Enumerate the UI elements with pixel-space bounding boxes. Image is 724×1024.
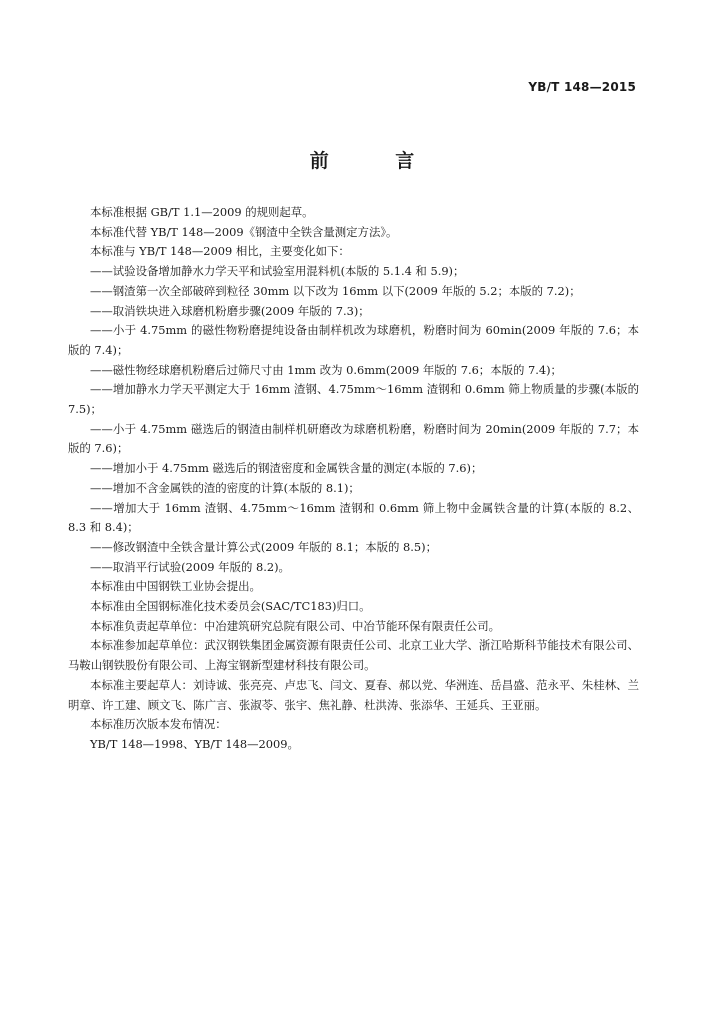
paragraph-proposed-by: 本标准由中国钢铁工业协会提出。 [90, 579, 261, 594]
paragraph-edition-history: YB/T 148—1998、YB/T 148—2009。 [90, 736, 299, 751]
change-item: ——试验设备增加静水力学天平和试验室用混料机(本版的 5.1.4 和 5.9)； [90, 264, 465, 279]
change-item: ——磁性物经球磨机粉磨后过筛尺寸由 1mm 改为 0.6mm(2009 年版的 7.6；本版的 7.4)； [90, 362, 562, 377]
standard-code: YB/T 148—2015 [528, 80, 636, 94]
change-item: ——钢渣第一次全部破碎到粒径 30mm 以下改为 16mm 以下(2009 年版的 5.2；本版的 7.2)； [90, 283, 581, 298]
paragraph-lead-drafters: 本标准负责起草单位：中冶建筑研究总院有限公司、中冶节能环保有限责任公司。 [90, 618, 501, 633]
change-item: ——增加小于 4.75mm 磁选后的钢渣密度和金属铁含量的测定(本版的 7.6)； [90, 461, 483, 476]
page-title: 前 言 [309, 150, 445, 172]
paragraph-centralized-by: 本标准由全国钢标准化技术委员会(SAC/TC183)归口。 [90, 599, 371, 614]
paragraph-drafting-rules: 本标准根据 GB/T 1.1—2009 的规则起草。 [90, 205, 314, 219]
change-item: ——增加静水力学天平测定大于 16mm 渣钢、4.75mm～16mm 渣钢和 0.6mm 筛上物质量的步骤(本版的 7.5)； [68, 382, 639, 417]
document-body [68, 203, 639, 755]
paragraph-participating-drafters: 本标准参加起草单位：武汉钢铁集团金属资源有限责任公司、北京工业大学、浙江哈斯科节能技术有限公司、马鞍山钢铁股份有限公司、上海宝钢新型建材科技有限公司。 [68, 638, 639, 673]
paragraph-main-drafters: 本标准主要起草人：刘诗诚、张亮亮、卢忠飞、闫文、夏春、郝以党、华洲连、岳昌盛、范永平、朱桂林、兰明章、许工建、顾文飞、陈广言、张淑苓、张宇、焦礼静、杜洪涛、张添华、王延兵、王亚丽。 [68, 677, 639, 712]
change-item: ——增加大于 16mm 渣钢、4.75mm～16mm 渣钢和 0.6mm 筛上物中金属铁含量的计算(本版的 8.2、8.3 和 8.4)； [68, 500, 639, 535]
change-item: ——取消铁块进入球磨机粉磨步骤(2009 年版的 7.3)； [90, 303, 370, 318]
change-item: ——增加不含金属铁的渣的密度的计算(本版的 8.1)； [90, 480, 360, 495]
change-item: ——取消平行试验(2009 年版的 8.2)。 [90, 559, 290, 574]
paragraph-edition-history-label: 本标准历次版本发布情况： [90, 717, 227, 732]
paragraph-replaces: 本标准代替 YB/T 148—2009《钢渣中全铁含量测定方法》。 [90, 224, 398, 239]
change-item: ——小于 4.75mm 磁选后的钢渣由制样机研磨改为球磨机粉磨，粉磨时间为 20min(2009 年版的 7.7；本版的 7.6)； [68, 421, 639, 456]
paragraph-changes-intro: 本标准与 YB/T 148—2009 相比，主要变化如下： [90, 244, 350, 259]
change-item: ——小于 4.75mm 的磁性物粉磨提纯设备由制样机改为球磨机，粉磨时间为 60min(2009 年版的 7.6；本版的 7.4)； [68, 323, 639, 357]
change-item: ——修改钢渣中全铁含量计算公式(2009 年版的 8.1；本版的 8.5)； [90, 539, 437, 554]
